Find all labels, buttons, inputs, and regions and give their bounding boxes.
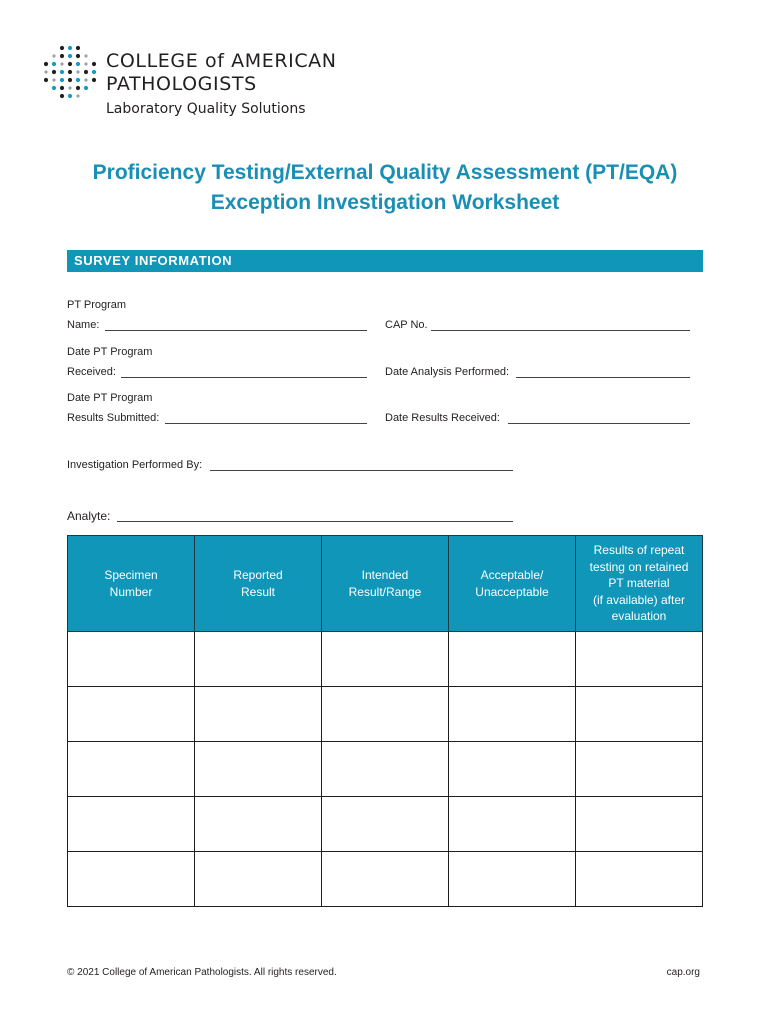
logo-dot	[60, 86, 64, 90]
logo-dot	[84, 54, 87, 57]
logo-dot	[68, 46, 72, 50]
table-cell[interactable]	[449, 742, 576, 797]
table-cell[interactable]	[449, 797, 576, 852]
logo-dot	[76, 78, 80, 82]
pt-program-name-field[interactable]	[105, 330, 367, 331]
logo-dot	[76, 70, 79, 73]
table-cell[interactable]	[449, 852, 576, 907]
logo-dot	[68, 54, 72, 58]
date-received-label: Received:	[67, 366, 116, 378]
date-results-received-field[interactable]	[508, 423, 690, 424]
logo-dot	[92, 78, 96, 82]
table-cell[interactable]	[449, 632, 576, 687]
pt-program-name-label: Name:	[67, 319, 100, 331]
logo-dot	[52, 86, 56, 90]
pt-program-label-top: PT Program	[67, 299, 127, 311]
cap-logo	[40, 44, 340, 124]
table-cell[interactable]	[68, 687, 195, 742]
logo-dot	[76, 62, 80, 66]
table-cell[interactable]	[195, 687, 322, 742]
logo-dot	[60, 46, 64, 50]
logo-dot	[92, 62, 96, 66]
investigation-by-label: Investigation Performed By:	[67, 459, 203, 471]
table-cell[interactable]	[576, 742, 703, 797]
logo-dot	[60, 70, 64, 74]
logo-tagline: Laboratory Quality Solutions	[106, 101, 306, 117]
table-cell[interactable]	[322, 687, 449, 742]
table-cell[interactable]	[195, 852, 322, 907]
logo-dot	[68, 78, 72, 82]
table-cell[interactable]	[322, 632, 449, 687]
investigation-by-field[interactable]	[210, 470, 513, 471]
date-analysis-label: Date Analysis Performed:	[385, 366, 510, 378]
results-submitted-label: Results Submitted:	[67, 412, 160, 424]
logo-dot	[84, 62, 87, 65]
logo-dot	[68, 62, 72, 66]
table-cell[interactable]	[576, 632, 703, 687]
date-received-field[interactable]	[121, 377, 367, 378]
logo-dot	[76, 94, 79, 97]
footer-copyright: © 2021 College of American Pathologists. All rights reserved.	[67, 967, 337, 978]
header-intended-result: Intended Result/Range	[322, 536, 449, 632]
results-submitted-field[interactable]	[165, 423, 367, 424]
header-acceptable: Acceptable/ Unacceptable	[449, 536, 576, 632]
logo-dot	[60, 78, 64, 82]
logo-dot	[68, 70, 72, 74]
logo-dot	[76, 54, 80, 58]
logo-dot	[60, 54, 64, 58]
date-results-received-label: Date Results Received:	[385, 412, 500, 424]
table-cell[interactable]	[68, 742, 195, 797]
document-title	[0, 158, 770, 218]
table-cell[interactable]	[322, 797, 449, 852]
logo-dot	[76, 86, 80, 90]
table-row	[68, 632, 703, 687]
logo-dot	[52, 62, 56, 66]
date-pt-program-label-top1: Date PT Program	[67, 346, 153, 358]
logo-dot	[68, 94, 72, 98]
section-heading-survey-information: SURVEY INFORMATION	[67, 250, 703, 272]
table-row	[68, 742, 703, 797]
logo-name-line1: COLLEGE of AMERICAN	[106, 50, 337, 72]
table-cell[interactable]	[576, 852, 703, 907]
footer-site-link[interactable]: cap.org	[666, 967, 700, 978]
logo-dot	[44, 62, 48, 66]
logo-dot	[44, 70, 47, 73]
cap-no-label: CAP No.	[385, 319, 428, 331]
table-row	[68, 797, 703, 852]
logo-dot	[68, 86, 71, 89]
logo-dot	[44, 78, 48, 82]
table-row	[68, 687, 703, 742]
table-cell[interactable]	[322, 742, 449, 797]
table-cell[interactable]	[576, 687, 703, 742]
date-analysis-field[interactable]	[516, 377, 690, 378]
cap-dot-logo-icon	[40, 44, 100, 100]
table-header-row	[68, 536, 703, 632]
cap-no-field[interactable]	[431, 330, 690, 331]
title-line1: Proficiency Testing/External Quality Assessment (PT/EQA)	[92, 161, 678, 184]
logo-dot	[52, 78, 55, 81]
logo-name-line2: PATHOLOGISTS	[106, 73, 257, 95]
results-table	[67, 535, 703, 907]
table-cell[interactable]	[68, 797, 195, 852]
analyte-field[interactable]	[117, 521, 513, 522]
table-cell[interactable]	[576, 797, 703, 852]
logo-dot	[60, 94, 64, 98]
table-cell[interactable]	[68, 632, 195, 687]
logo-dot	[84, 70, 88, 74]
logo-dot	[92, 70, 96, 74]
logo-dot	[84, 78, 87, 81]
table-cell[interactable]	[195, 742, 322, 797]
title-line2: Exception Investigation Worksheet	[210, 191, 560, 214]
table-cell[interactable]	[322, 852, 449, 907]
table-cell[interactable]	[68, 852, 195, 907]
header-repeat-testing: Results of repeat testing on retained PT material (if available) after evaluation	[576, 536, 703, 632]
date-pt-program-label-top2: Date PT Program	[67, 392, 153, 404]
header-specimen-number: Specimen Number	[68, 536, 195, 632]
table-cell[interactable]	[449, 687, 576, 742]
table-cell[interactable]	[195, 797, 322, 852]
logo-dot	[76, 46, 80, 50]
logo-dot	[52, 70, 56, 74]
analyte-label: Analyte:	[67, 509, 111, 523]
table-row	[68, 852, 703, 907]
header-reported-result: Reported Result	[195, 536, 322, 632]
logo-dot	[52, 54, 55, 57]
logo-dot	[60, 62, 63, 65]
logo-dot	[84, 86, 88, 90]
table-cell[interactable]	[195, 632, 322, 687]
